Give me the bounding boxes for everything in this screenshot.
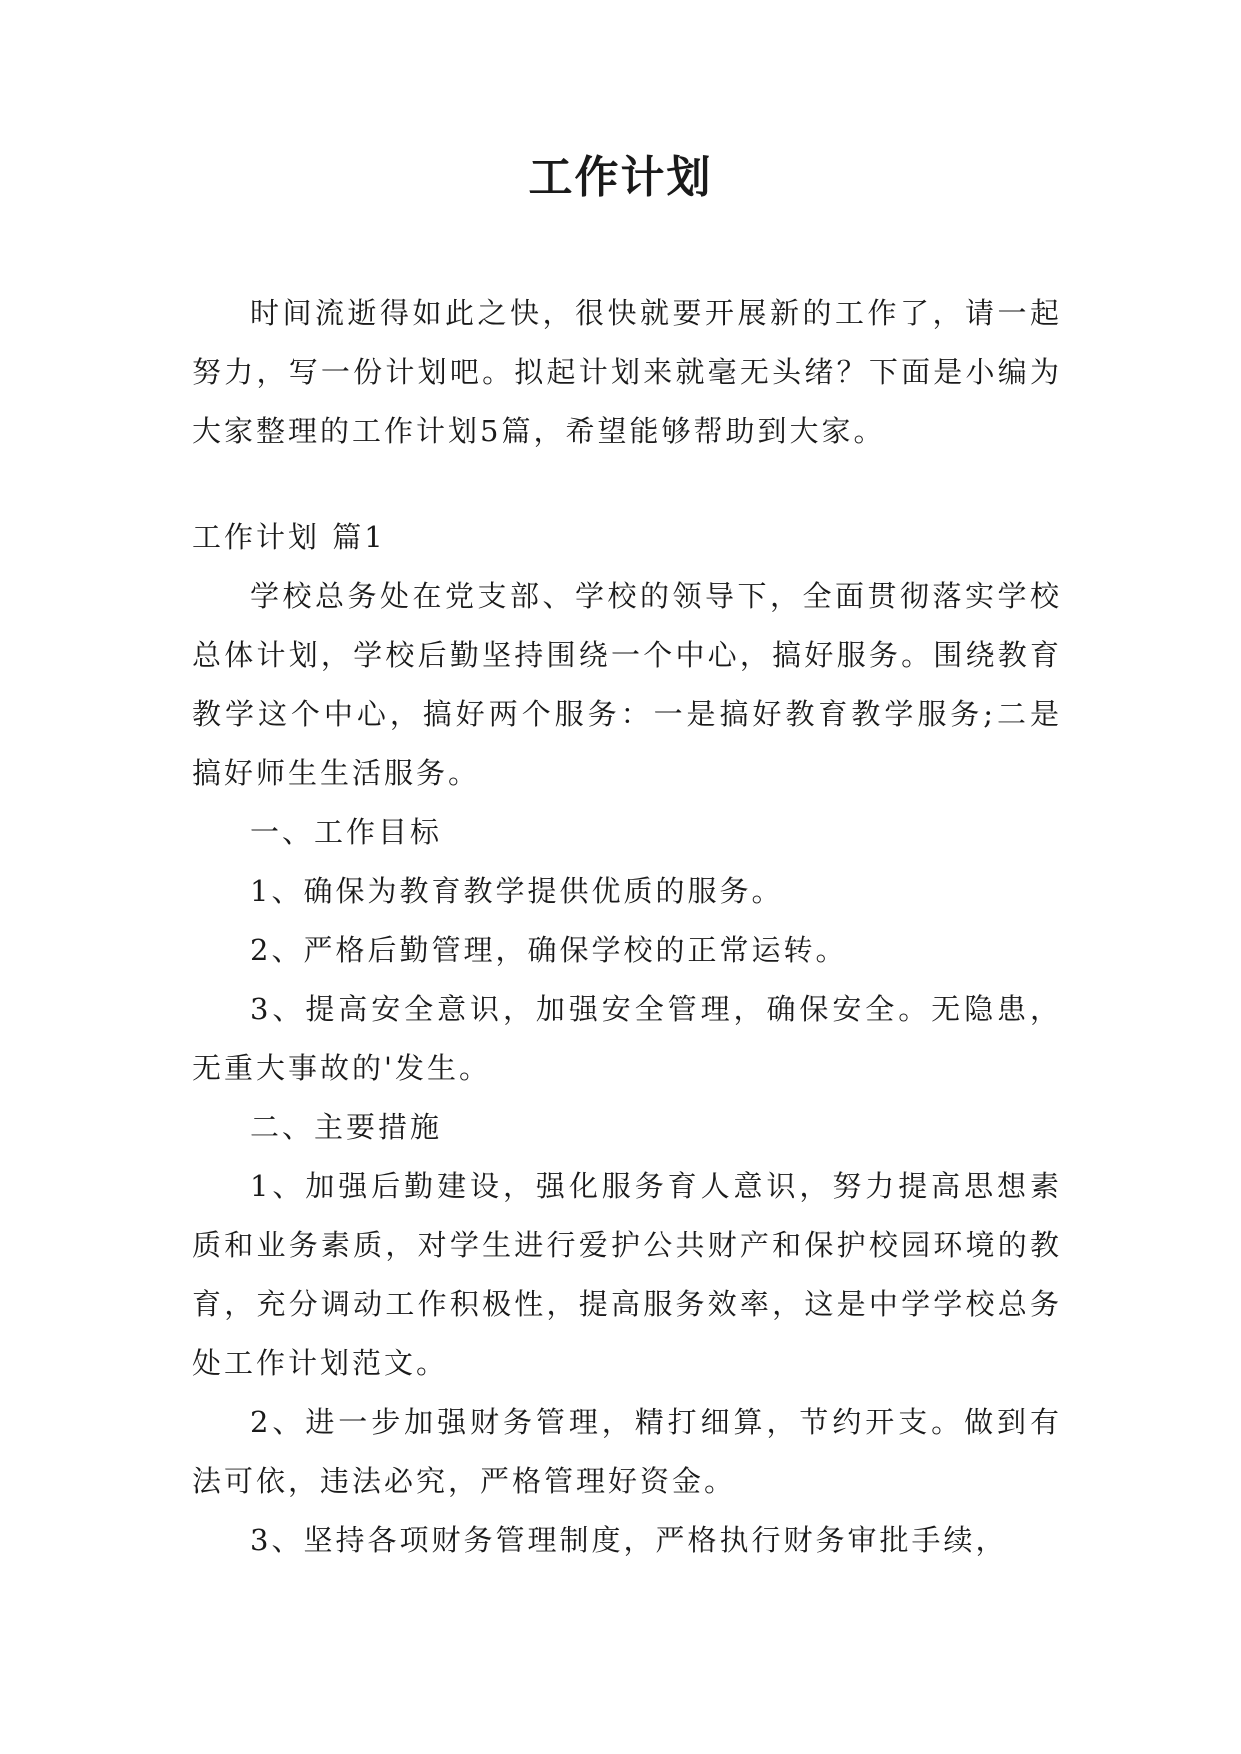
list-item: 3、坚持各项财务管理制度，严格执行财务审批手续，	[250, 1523, 1008, 1557]
subsection-heading: 二、主要措施	[250, 1110, 443, 1144]
document-title: 工作计划	[528, 152, 713, 203]
list-item: 2、严格后勤管理，确保学校的正常运转。	[250, 933, 848, 967]
list-item: 2、进一步加强财务管理，精打细算，节约开支。做到有法可依，违法必究，严格管理好资金。	[192, 1405, 1062, 1498]
list-item: 1、加强后勤建设，强化服务育人意识，努力提高思想素质和业务素质，对学生进行爱护公共财产和保护校园环境的教育，充分调动工作积极性，提高服务效率，这是中学学校总务处工作计划范文。	[192, 1169, 1062, 1380]
intro-paragraph: 时间流逝得如此之快，很快就要开展新的工作了，请一起努力，写一份计划吧。拟起计划来就毫无头绪？下面是小编为大家整理的工作计划5篇，希望能够帮助到大家。	[192, 296, 1062, 448]
document-body	[192, 284, 1062, 1570]
list-item: 1、确保为教育教学提供优质的服务。	[250, 874, 784, 908]
section-heading: 工作计划 篇1	[192, 520, 386, 554]
list-item: 3、提高安全意识，加强安全管理，确保安全。无隐患，无重大事故的'发生。	[192, 992, 1062, 1085]
body-paragraph: 学校总务处在党支部、学校的领导下，全面贯彻落实学校总体计划，学校后勤坚持围绕一个中心，搞好服务。围绕教育教学这个中心，搞好两个服务：一是搞好教育教学服务;二是搞好师生生活服务。	[192, 579, 1062, 790]
subsection-heading: 一、工作目标	[250, 815, 443, 849]
